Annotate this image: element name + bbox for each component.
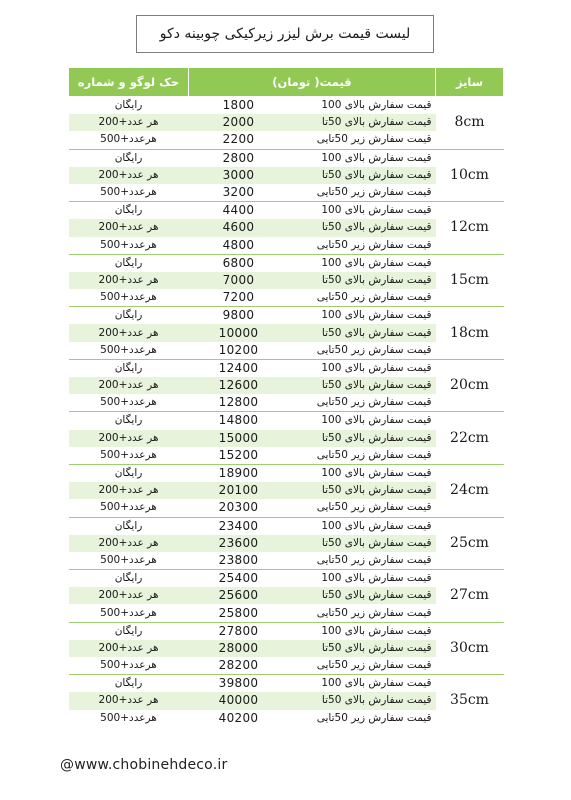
price-value: 28200 <box>189 657 289 675</box>
order-tier-label: قیمت سفارش بالای 100 <box>289 622 436 640</box>
price-value: 4800 <box>189 237 289 255</box>
logo-engraving-cost: هر عدد+200 <box>69 430 189 447</box>
order-tier-label: قیمت سفارش زیر 50تایی <box>289 447 436 465</box>
table-row <box>69 622 504 640</box>
price-value: 7000 <box>189 272 289 289</box>
price-value: 10200 <box>189 342 289 360</box>
logo-engraving-cost: هر عدد+200 <box>69 535 189 552</box>
logo-engraving-cost: هرعدد+500 <box>69 289 189 307</box>
logo-engraving-cost: هرعدد+500 <box>69 657 189 675</box>
logo-engraving-cost: رایگان <box>69 149 189 167</box>
price-value: 3200 <box>189 184 289 202</box>
logo-engraving-cost: هرعدد+500 <box>69 394 189 412</box>
order-tier-label: قیمت سفارش بالای 50تا <box>289 377 436 394</box>
logo-engraving-cost: هر عدد+200 <box>69 219 189 236</box>
logo-engraving-cost: هر عدد+200 <box>69 482 189 499</box>
price-table <box>68 67 504 727</box>
price-value: 40200 <box>189 710 289 727</box>
price-value: 9800 <box>189 307 289 325</box>
logo-engraving-cost: هرعدد+500 <box>69 131 189 149</box>
size-cell: 30cm <box>436 622 504 675</box>
price-value: 14800 <box>189 412 289 430</box>
website-url: @www.chobinehdeco.ir <box>60 757 228 773</box>
order-tier-label: قیمت سفارش بالای 100 <box>289 412 436 430</box>
price-value: 7200 <box>189 289 289 307</box>
price-value: 12600 <box>189 377 289 394</box>
price-value: 40000 <box>189 692 289 709</box>
price-value: 18900 <box>189 464 289 482</box>
table-row <box>69 464 504 482</box>
logo-engraving-cost: رایگان <box>69 359 189 377</box>
order-tier-label: قیمت سفارش بالای 100 <box>289 149 436 167</box>
logo-engraving-cost: رایگان <box>69 622 189 640</box>
table-row <box>69 202 504 220</box>
order-tier-label: قیمت سفارش بالای 50تا <box>289 272 436 289</box>
order-tier-label: قیمت سفارش بالای 100 <box>289 517 436 535</box>
table-row <box>69 359 504 377</box>
logo-engraving-cost: رایگان <box>69 675 189 693</box>
price-value: 20300 <box>189 499 289 517</box>
order-tier-label: قیمت سفارش بالای 50تا <box>289 114 436 131</box>
order-tier-label: قیمت سفارش زیر 50تایی <box>289 131 436 149</box>
order-tier-label: قیمت سفارش زیر 50تایی <box>289 237 436 255</box>
price-table-body <box>69 97 504 727</box>
order-tier-label: قیمت سفارش بالای 100 <box>289 307 436 325</box>
size-cell: 35cm <box>436 675 504 727</box>
size-cell: 15cm <box>436 254 504 307</box>
order-tier-label: قیمت سفارش بالای 100 <box>289 464 436 482</box>
price-value: 10000 <box>189 324 289 341</box>
logo-engraving-cost: رایگان <box>69 97 189 115</box>
price-value: 23400 <box>189 517 289 535</box>
logo-engraving-cost: هرعدد+500 <box>69 710 189 727</box>
order-tier-label: قیمت سفارش بالای 100 <box>289 359 436 377</box>
order-tier-label: قیمت سفارش بالای 50تا <box>289 482 436 499</box>
order-tier-label: قیمت سفارش بالای 100 <box>289 675 436 693</box>
logo-engraving-cost: هرعدد+500 <box>69 237 189 255</box>
order-tier-label: قیمت سفارش بالای 50تا <box>289 587 436 604</box>
price-value: 25600 <box>189 587 289 604</box>
price-value: 23800 <box>189 552 289 570</box>
size-cell: 18cm <box>436 307 504 360</box>
order-tier-label: قیمت سفارش زیر 50تایی <box>289 499 436 517</box>
logo-engraving-cost: رایگان <box>69 464 189 482</box>
table-row <box>69 254 504 272</box>
size-cell: 27cm <box>436 570 504 623</box>
order-tier-label: قیمت سفارش زیر 50تایی <box>289 710 436 727</box>
logo-engraving-cost: هرعدد+500 <box>69 604 189 622</box>
price-value: 12400 <box>189 359 289 377</box>
price-value: 39800 <box>189 675 289 693</box>
header-logo: حک لوگو و شماره <box>69 68 189 97</box>
logo-engraving-cost: رایگان <box>69 517 189 535</box>
logo-engraving-cost: هر عدد+200 <box>69 272 189 289</box>
logo-engraving-cost: رایگان <box>69 412 189 430</box>
price-value: 15000 <box>189 430 289 447</box>
price-value: 20100 <box>189 482 289 499</box>
order-tier-label: قیمت سفارش بالای 50تا <box>289 219 436 236</box>
logo-engraving-cost: رایگان <box>69 202 189 220</box>
logo-engraving-cost: هرعدد+500 <box>69 342 189 360</box>
order-tier-label: قیمت سفارش زیر 50تایی <box>289 289 436 307</box>
table-header-row <box>69 68 504 97</box>
logo-engraving-cost: هرعدد+500 <box>69 184 189 202</box>
order-tier-label: قیمت سفارش زیر 50تایی <box>289 184 436 202</box>
order-tier-label: قیمت سفارش بالای 100 <box>289 570 436 588</box>
price-value: 6800 <box>189 254 289 272</box>
price-value: 4600 <box>189 219 289 236</box>
size-cell: 20cm <box>436 359 504 412</box>
size-cell: 10cm <box>436 149 504 202</box>
size-cell: 24cm <box>436 464 504 517</box>
price-value: 2200 <box>189 131 289 149</box>
order-tier-label: قیمت سفارش بالای 100 <box>289 254 436 272</box>
table-row <box>69 570 504 588</box>
logo-engraving-cost: هرعدد+500 <box>69 552 189 570</box>
table-row <box>69 97 504 115</box>
logo-engraving-cost: هر عدد+200 <box>69 377 189 394</box>
order-tier-label: قیمت سفارش بالای 50تا <box>289 430 436 447</box>
order-tier-label: قیمت سفارش زیر 50تایی <box>289 604 436 622</box>
price-value: 4400 <box>189 202 289 220</box>
size-cell: 25cm <box>436 517 504 570</box>
price-value: 2000 <box>189 114 289 131</box>
price-value: 23600 <box>189 535 289 552</box>
order-tier-label: قیمت سفارش بالای 100 <box>289 202 436 220</box>
logo-engraving-cost: رایگان <box>69 307 189 325</box>
table-row <box>69 412 504 430</box>
order-tier-label: قیمت سفارش زیر 50تایی <box>289 342 436 360</box>
logo-engraving-cost: هر عدد+200 <box>69 324 189 341</box>
size-cell: 8cm <box>436 97 504 150</box>
logo-engraving-cost: هرعدد+500 <box>69 499 189 517</box>
order-tier-label: قیمت سفارش زیر 50تایی <box>289 552 436 570</box>
logo-engraving-cost: رایگان <box>69 570 189 588</box>
price-value: 15200 <box>189 447 289 465</box>
page-title: لیست قیمت برش لیزر زیرکیکی چوبینه دکو <box>136 15 434 53</box>
price-value: 25800 <box>189 604 289 622</box>
logo-engraving-cost: هر عدد+200 <box>69 114 189 131</box>
logo-engraving-cost: هر عدد+200 <box>69 692 189 709</box>
price-value: 25400 <box>189 570 289 588</box>
logo-engraving-cost: هر عدد+200 <box>69 167 189 184</box>
header-price: قیمت( تومان) <box>189 68 436 97</box>
logo-engraving-cost: هر عدد+200 <box>69 640 189 657</box>
price-value: 3000 <box>189 167 289 184</box>
logo-engraving-cost: رایگان <box>69 254 189 272</box>
table-row <box>69 149 504 167</box>
logo-engraving-cost: هرعدد+500 <box>69 447 189 465</box>
size-cell: 12cm <box>436 202 504 255</box>
order-tier-label: قیمت سفارش زیر 50تایی <box>289 657 436 675</box>
order-tier-label: قیمت سفارش بالای 50تا <box>289 324 436 341</box>
logo-engraving-cost: هر عدد+200 <box>69 587 189 604</box>
price-value: 2800 <box>189 149 289 167</box>
price-value: 27800 <box>189 622 289 640</box>
price-value: 12800 <box>189 394 289 412</box>
order-tier-label: قیمت سفارش بالای 50تا <box>289 640 436 657</box>
order-tier-label: قیمت سفارش بالای 50تا <box>289 167 436 184</box>
price-value: 28000 <box>189 640 289 657</box>
price-value: 1800 <box>189 97 289 115</box>
table-row <box>69 675 504 693</box>
order-tier-label: قیمت سفارش زیر 50تایی <box>289 394 436 412</box>
order-tier-label: قیمت سفارش بالای 50تا <box>289 692 436 709</box>
table-row <box>69 517 504 535</box>
order-tier-label: قیمت سفارش بالای 100 <box>289 97 436 115</box>
size-cell: 22cm <box>436 412 504 465</box>
order-tier-label: قیمت سفارش بالای 50تا <box>289 535 436 552</box>
header-size: سایز <box>436 68 504 97</box>
table-row <box>69 307 504 325</box>
